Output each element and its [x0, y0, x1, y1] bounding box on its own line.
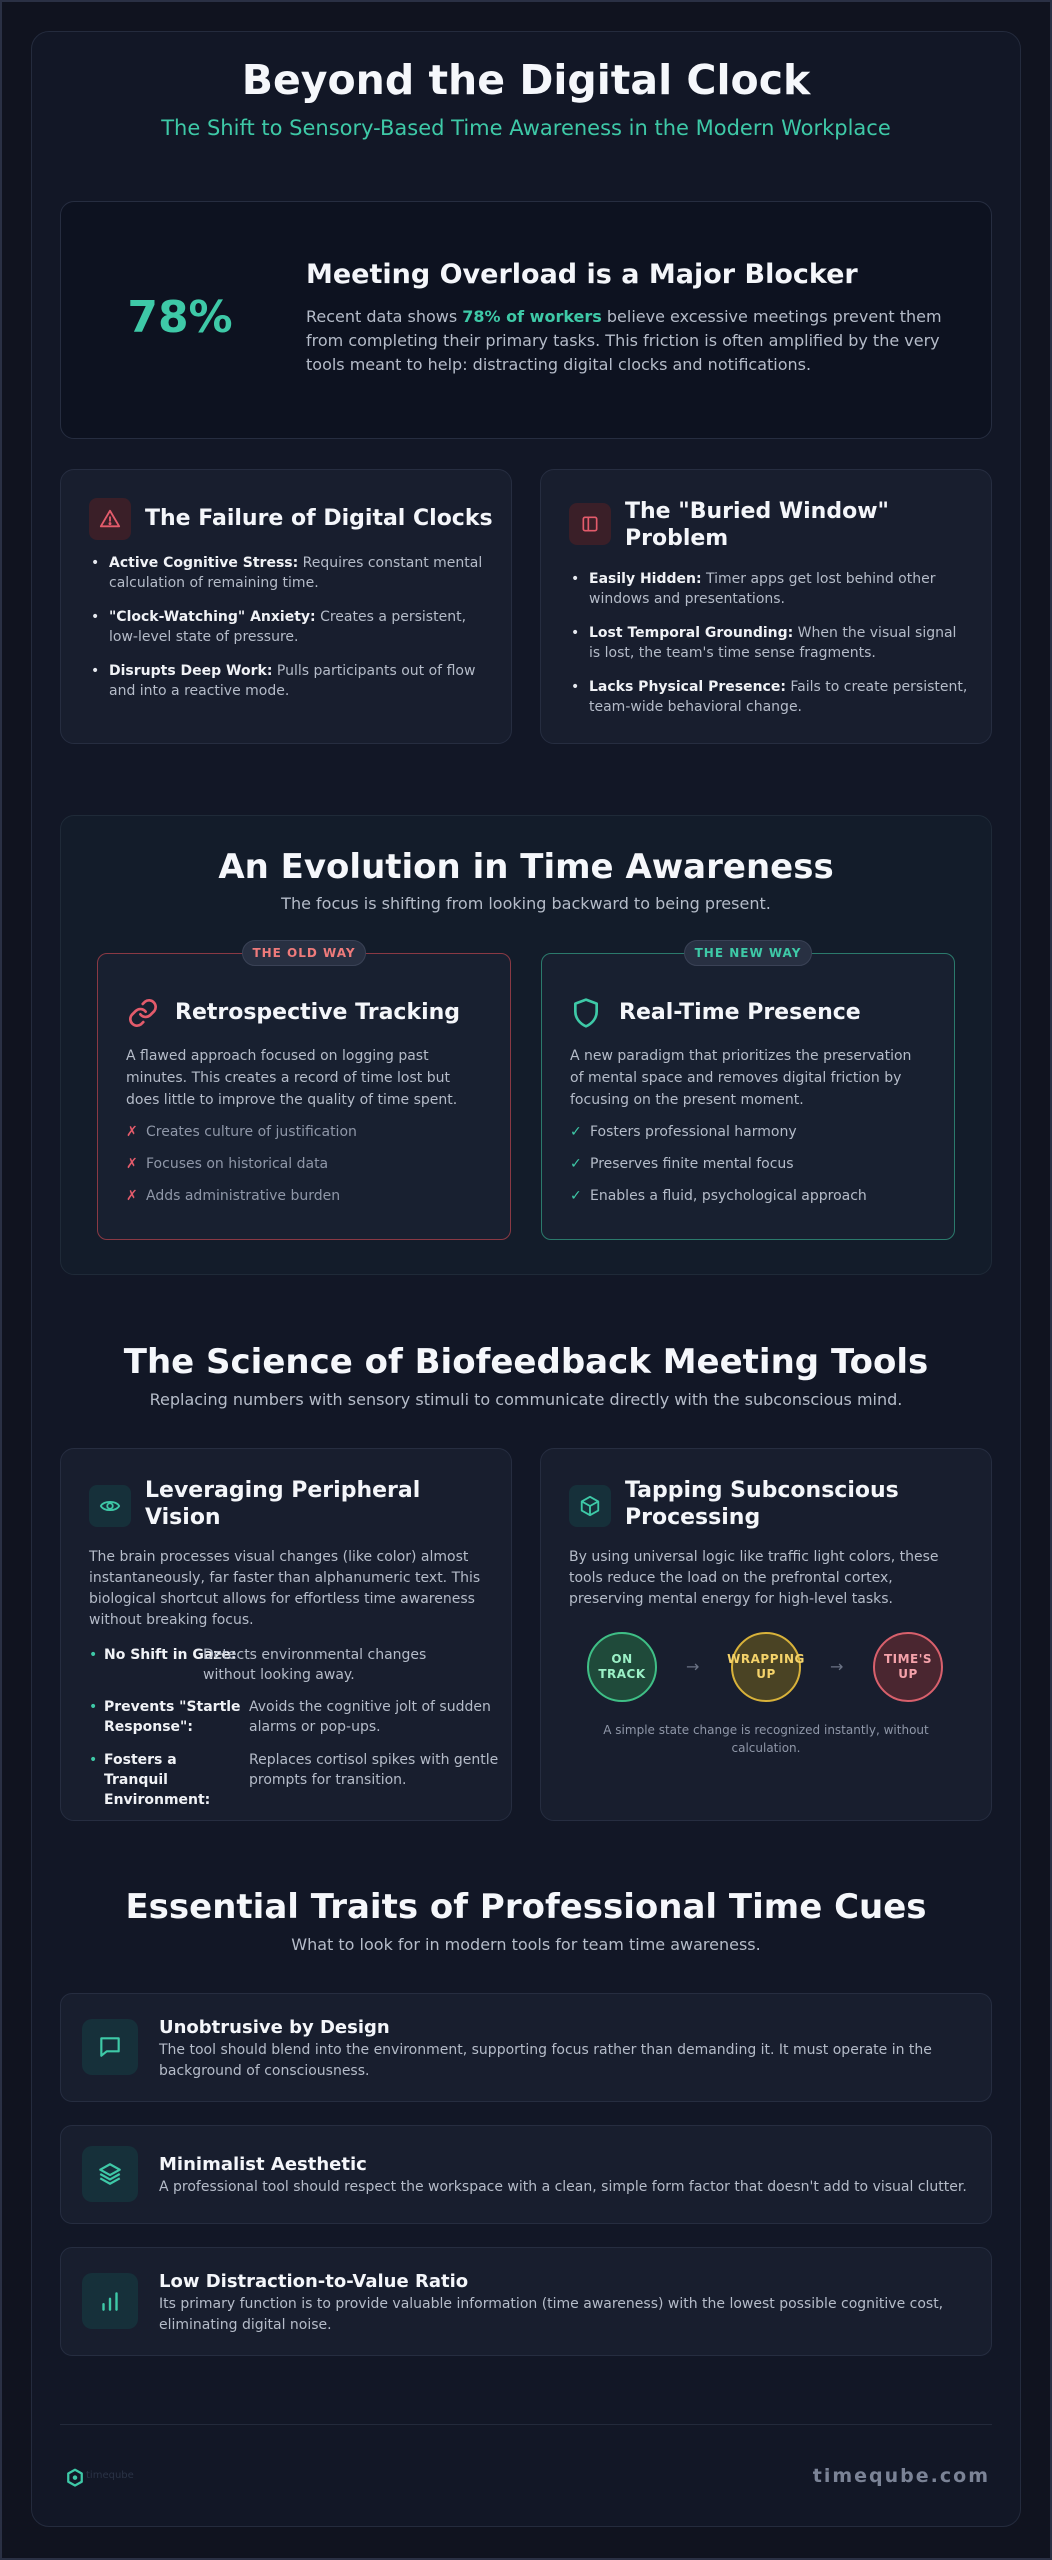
stat-value: 78%	[127, 292, 233, 343]
list-item: • Lost Temporal Grounding: When the visual signal is lost, the team's time sense fragments.	[569, 623, 969, 663]
science-card-title: Tapping Subconscious Processing	[625, 1478, 899, 1530]
arrow-right-icon: →	[830, 1657, 844, 1676]
state-wrapping-up: WRAPPING UP	[731, 1632, 801, 1702]
problem-list	[89, 553, 489, 715]
old-way-points	[126, 1124, 357, 1220]
bar-chart-icon	[82, 2273, 138, 2329]
layers-icon	[82, 2146, 138, 2202]
science-title: The Science of Biofeedback Meeting Tools	[123, 1342, 929, 1382]
trait-title: Low Distraction-to-Value Ratio	[159, 2271, 469, 2292]
old-way-description: A flawed approach focused on logging past minutes. This creates a record of time lost but does little to improve the quality of time spent.	[126, 1048, 458, 1108]
link-icon	[127, 997, 159, 1033]
list-item: ✗ Adds administrative burden	[126, 1188, 341, 1204]
arrow-right-icon: →	[686, 1657, 700, 1676]
traits-title: Essential Traits of Professional Time Cues	[125, 1887, 927, 1927]
new-way-points	[570, 1124, 867, 1220]
eye-icon	[89, 1485, 131, 1527]
cross-icon: ✗	[126, 1188, 138, 1204]
traits-subtitle: What to look for in modern tools for team time awareness.	[291, 1935, 761, 1954]
evolution-subtitle: The focus is shifting from looking backward to being present.	[281, 894, 771, 913]
logo-icon	[66, 2468, 84, 2492]
cross-icon: ✗	[126, 1156, 138, 1172]
list-item: ✓ Fosters professional harmony	[570, 1124, 797, 1140]
list-item: • Disrupts Deep Work: Pulls participants out of flow and into a reactive mode.	[89, 661, 489, 701]
problem-list	[569, 569, 969, 731]
science-card-description: By using universal logic like traffic light colors, these tools reduce the load on the prefrontal cortex, preserving mental energy for high-level tasks.	[569, 1549, 939, 1607]
stat-description: Recent data shows 78% of workers believe excessive meetings prevent them from completing their primary tasks. This friction is often amplified by the very tools meant to help: distracting digital clocks and notifications.	[306, 307, 942, 374]
science-card-title: Leveraging Peripheral Vision	[145, 1478, 421, 1530]
check-icon: ✓	[570, 1156, 582, 1172]
footer-url[interactable]: timeqube.com	[812, 2465, 990, 2487]
list-item: ✗ Focuses on historical data	[126, 1156, 329, 1172]
state-on-track: ON TRACK	[587, 1632, 657, 1702]
page-title: Beyond the Digital Clock	[241, 56, 811, 104]
trait-description: Its primary function is to provide valuable information (time awareness) with the lowest possible cognitive cost, eliminating digital noise.	[159, 2296, 944, 2333]
science-subtitle: Replacing numbers with sensory stimuli to communicate directly with the subconscious mind.	[149, 1390, 903, 1409]
list-item: • Easily Hidden: Timer apps get lost behind other windows and presentations.	[569, 569, 969, 609]
check-icon: ✓	[570, 1124, 582, 1140]
list-item: • Active Cognitive Stress: Requires constant mental calculation of remaining time.	[89, 553, 489, 593]
old-way-title: Retrospective Tracking	[175, 1000, 461, 1025]
evolution-title: An Evolution in Time Awareness	[218, 847, 834, 887]
check-icon: ✓	[570, 1188, 582, 1204]
shield-icon	[570, 997, 602, 1033]
science-card-description: The brain processes visual changes (like color) almost instantaneously, far faster than alphanumeric text. This biological shortcut allows for effortless time awareness without breaking focus.	[89, 1549, 481, 1628]
footer-divider	[60, 2424, 992, 2425]
cross-icon: ✗	[126, 1124, 138, 1140]
trait-description: The tool should blend into the environment, supporting focus rather than demanding it. It must operate in the background of consciousness.	[159, 2042, 932, 2079]
chat-icon	[82, 2019, 138, 2075]
new-way-badge: THE NEW WAY	[684, 940, 812, 966]
list-item: ✓ Preserves finite mental focus	[570, 1156, 794, 1172]
stat-title: Meeting Overload is a Major Blocker	[306, 259, 858, 290]
old-way-badge: THE OLD WAY	[242, 940, 366, 966]
state-caption: A simple state change is recognized instantly, without calculation.	[603, 1723, 929, 1755]
logo-text: timeqube	[86, 2470, 134, 2481]
list-item: ✓ Enables a fluid, psychological approach	[570, 1188, 867, 1204]
list-item: • Lacks Physical Presence: Fails to create persistent, team-wide behavioral change.	[569, 677, 969, 717]
state-times-up: TIME'S UP	[873, 1632, 943, 1702]
problem-title: The Failure of Digital Clocks	[145, 506, 493, 531]
cube-icon	[569, 1485, 611, 1527]
trait-description: A professional tool should respect the workspace with a clean, simple form factor that doesn't add to visual clutter.	[159, 2179, 967, 2195]
stat-highlight: 78% of workers	[462, 307, 602, 326]
problem-title: The "Buried Window" Problem	[625, 499, 889, 551]
trait-title: Unobtrusive by Design	[159, 2017, 390, 2038]
new-way-title: Real-Time Presence	[619, 1000, 861, 1025]
list-item: ✗ Creates culture of justification	[126, 1124, 357, 1140]
trait-title: Minimalist Aesthetic	[159, 2154, 367, 2175]
warning-icon	[89, 498, 131, 540]
list-item: • "Clock-Watching" Anxiety: Creates a persistent, low-level state of pressure.	[89, 607, 489, 647]
new-way-description: A new paradigm that prioritizes the preservation of mental space and removes digital friction by focusing on the present moment.	[570, 1048, 912, 1108]
window-icon	[569, 503, 611, 545]
page-subtitle: The Shift to Sensory-Based Time Awareness in the Modern Workplace	[161, 116, 891, 140]
